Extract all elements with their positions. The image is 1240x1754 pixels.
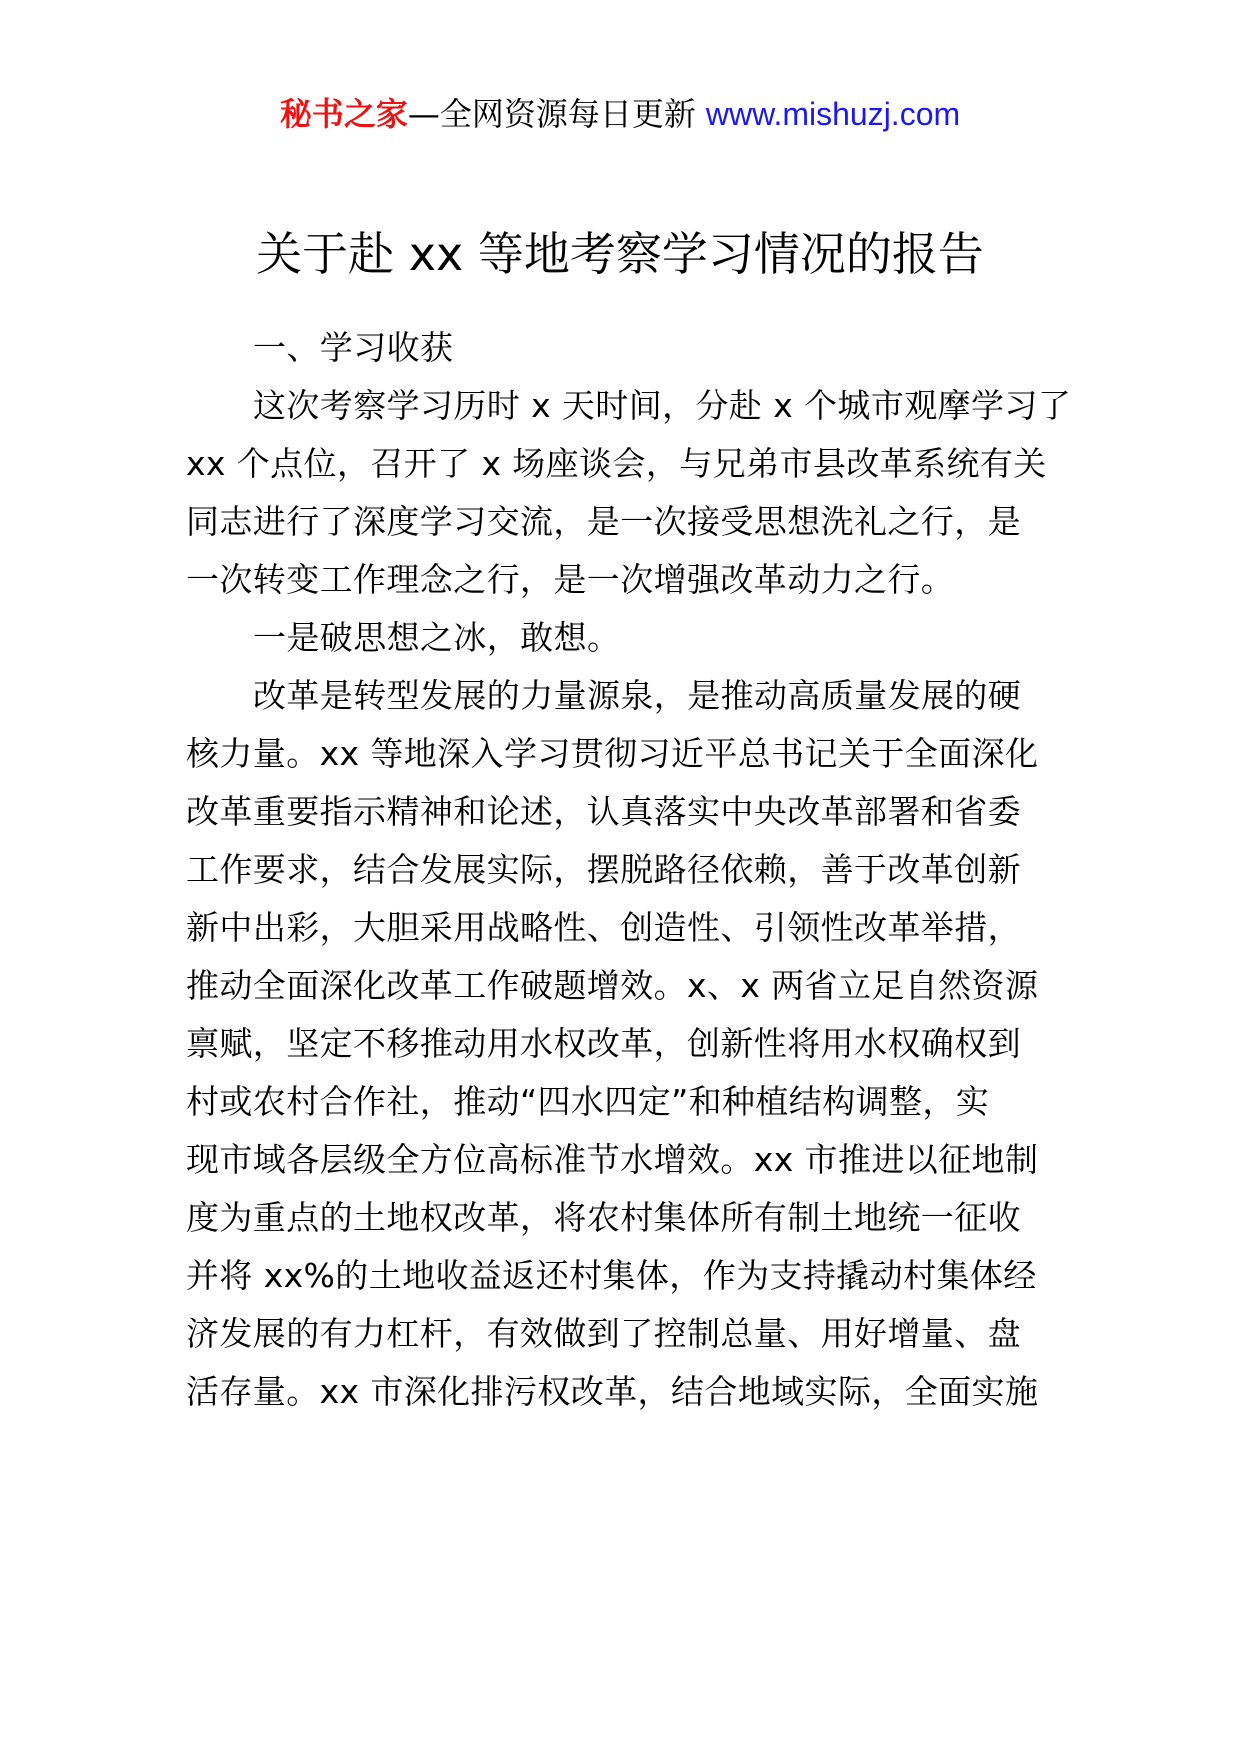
paragraph-line: 济发展的有力杠杆，有效做到了控制总量、用好增量、盘 <box>186 1314 1021 1353</box>
site-url-link[interactable]: www.mishuzj.com <box>705 96 961 132</box>
document-title: 关于赴 xx 等地考察学习情况的报告 <box>256 227 984 281</box>
section-heading: 一、学习收获 <box>253 328 454 367</box>
paragraph-line: 现市域各层级全方位高标准节水增效。xx 市推进以征地制 <box>186 1140 1039 1179</box>
site-header <box>0 92 1240 136</box>
paragraph-line: 核力量。xx 等地深入学习贯彻习近平总书记关于全面深化 <box>186 734 1039 773</box>
paragraph-line: xx 个点位，召开了 x 场座谈会，与兄弟市县改革系统有关 <box>186 444 1047 483</box>
subsection-heading: 一是破思想之冰，敢想。 <box>253 618 621 657</box>
paragraph-line: 活存量。xx 市深化排污权改革，结合地域实际，全面实施 <box>186 1372 1039 1411</box>
paragraph-line: 一次转变工作理念之行，是一次增强改革动力之行。 <box>186 560 955 599</box>
site-brand: 秘书之家 <box>279 95 408 133</box>
site-slogan: —全网资源每日更新 <box>407 95 696 133</box>
paragraph-line: 新中出彩，大胆采用战略性、创造性、引领性改革举措， <box>186 908 1021 947</box>
paragraph-line: 改革重要指示精神和论述，认真落实中央改革部署和省委 <box>186 792 1021 831</box>
paragraph-line: 并将 xx%的土地收益返还村集体，作为支持撬动村集体经 <box>186 1256 1037 1295</box>
paragraph-line: 度为重点的土地权改革，将农村集体所有制土地统一征收 <box>186 1198 1021 1237</box>
paragraph-line: 村或农村合作社，推动“四水四定”和种植结构调整，实 <box>186 1082 990 1121</box>
paragraph-line: 改革是转型发展的力量源泉，是推动高质量发展的硬 <box>253 676 1022 715</box>
paragraph-line: 推动全面深化改革工作破题增效。x、x 两省立足自然资源 <box>186 966 1039 1005</box>
paragraph-line: 工作要求，结合发展实际，摆脱路径依赖，善于改革创新 <box>186 850 1021 889</box>
paragraph-line: 禀赋，坚定不移推动用水权改革，创新性将用水权确权到 <box>186 1024 1021 1063</box>
paragraph-line: 这次考察学习历时 x 天时间，分赴 x 个城市观摩学习了 <box>253 386 1072 425</box>
paragraph-line: 同志进行了深度学习交流，是一次接受思想洗礼之行，是 <box>186 502 1021 541</box>
